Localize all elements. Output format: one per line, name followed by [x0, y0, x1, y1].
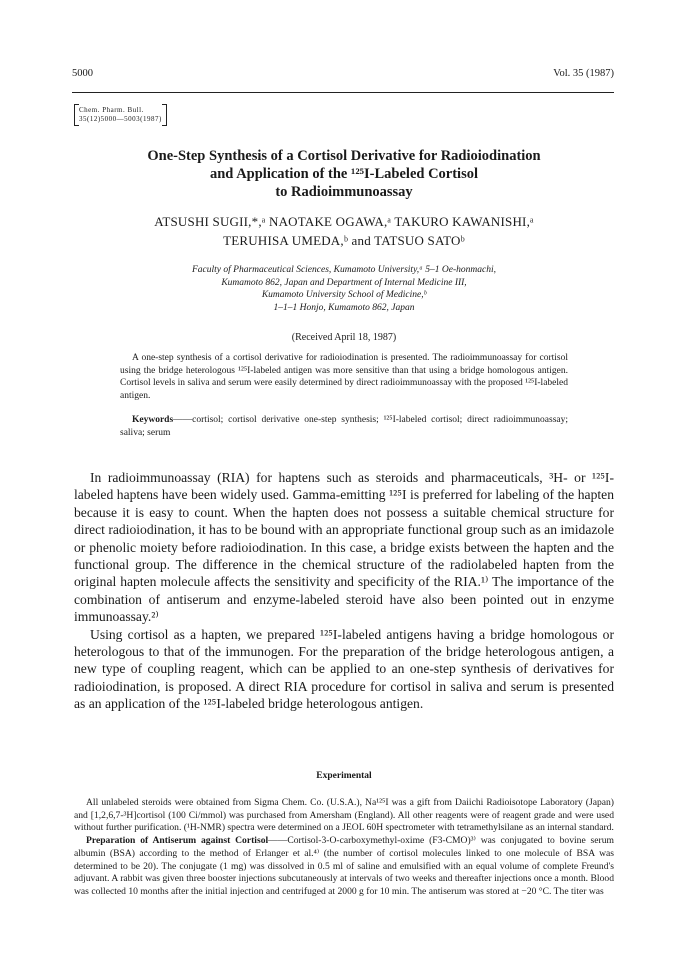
received-date: (Received April 18, 1987) — [291, 332, 397, 343]
paper-title — [100, 147, 588, 201]
page-number: 5000 — [72, 68, 93, 79]
keywords — [120, 414, 568, 439]
citation-journal: Chem. Pharm. Bull. — [79, 106, 144, 114]
journal-citation — [74, 104, 167, 126]
keywords-label: Keywords — [132, 415, 174, 425]
experimental-paragraph-1: All unlabeled steroids were obtained from Sigma Chem. Co. (U.S.A.), Na¹²⁵I was a gift from Daiichi Radioisotope Laboratory (Japan) and [1,2,6,7-³H]cortisol (100 Ci/mmol) was purchased from Amersham (England). All other reagents were of reagent grade and were used without further purification. (¹H-NMR) spectra were determined on a JEOL 60H spectrometer with tetramethylsilane as an internal standard. — [74, 797, 614, 834]
intro-paragraph-2: Using cortisol as a hapten, we prepared ¹²⁵I-labeled antigens having a bridge homologous or heterologous to that of the immunogen. For the preparation of the bridge heterologous antigen, a new type of coupling reagent, which can be applied to an one-step synthesis of derivatives for radioiodination, is proposed. A direct RIA procedure for cortisol in saliva and serum is presented as an application of the ¹²⁵I-labeled bridge heterologous antigen. — [74, 626, 614, 712]
affiliation-line-3: Kumamoto University School of Medicine,ᵇ — [261, 290, 427, 300]
introduction — [74, 469, 614, 713]
intro-paragraph-1: In radioimmunoassay (RIA) for haptens such as steroids and pharmaceuticals, ³H- or ¹²⁵I-labeled haptens have been widely used. Gamma-emitting ¹²⁵I is preferred for labeling of the hapten because it is easy to count. When the hapten does not possess a suitable chemical structure for direct radioiodination, it has to be bound with an appropriate functional group such as an imidazole or phenolic moiety before radioiodination. In this case, a bridge exists between the hapten and the functional group. The difference in the chemical structure of the radiolabeled hapten from the original hapten molecule affects the sensitivity and specificity of the RIA.¹⁾ The importance of the combination of antiserum and enzyme-labeled steroid have also been pointed out in enzyme immunoassay.²⁾ — [74, 470, 614, 625]
authors-line-1: ATSUSHI SUGII,*,ᵃ NAOTAKE OGAWA,ᵃ TAKURO KAWANISHI,ᵃ — [154, 214, 534, 229]
authors-line-2: TERUHISA UMEDA,ᵇ and TATSUO SATOᵇ — [223, 233, 465, 248]
running-header — [72, 64, 614, 93]
affiliation-line-1: Faculty of Pharmaceutical Sciences, Kumamoto University,ᵃ 5–1 Oe-honmachi, — [191, 265, 497, 275]
section-heading-experimental: Experimental — [316, 771, 372, 781]
experimental-paragraph-2 — [74, 835, 614, 899]
title-line-1: One-Step Synthesis of a Cortisol Derivative for Radioiodination — [147, 148, 541, 164]
title-line-3: to Radioimmunoassay — [275, 184, 413, 200]
affiliation-line-4: 1–1–1 Honjo, Kumamoto 862, Japan — [273, 302, 415, 313]
experimental-paragraph-2-text: ——Cortisol-3-O-carboxymethyl-oxime (F3-CMO)³⁾ was conjugated to bovine serum albumin (BSA) according to the method of Erlanger et al.⁴⁾ (the number of cortisol molecules linked to one molecule of BSA was determined to be 20). The conjugate (1 mg) was dissolved in 0.5 ml of saline and emulsified with an equal volume of complete Freund's adjuvant. A rabbit was given three booster injections subcutaneously at intervals of two weeks and thereafter injections once a month. Blood was collected 10 months after the initial injection and centrifuged at 2000 g for 10 min. The antiserum was stored at −20 °C. The titer was — [74, 835, 614, 897]
run-in-heading: Preparation of Antiserum against Cortisol — [86, 835, 269, 847]
abstract — [120, 352, 568, 402]
affiliations — [120, 264, 568, 314]
citation-pages: 35(12)5000—5003(1987) — [79, 115, 162, 123]
abstract-text: A one-step synthesis of a cortisol derivative for radioiodination is presented. The radioimmunoassay for cortisol using the bridge heterologous ¹²⁵I-labeled antigen was more sensitive than that using a bridge homologous antigen. Cortisol levels in saliva and serum were easily determined by direct radioimmunoassay with the proposed ¹²⁵I-labeled antigen. — [120, 353, 568, 401]
volume-label: Vol. 35 (1987) — [553, 68, 614, 79]
experimental-section — [74, 797, 614, 899]
title-line-2: and Application of the ¹²⁵I-Labeled Cortisol — [209, 166, 479, 182]
author-list — [90, 212, 598, 250]
keywords-text: ——cortisol; cortisol derivative one-step synthesis; ¹²⁵I-labeled cortisol; direct radioimmunoassay; saliva; serum — [120, 415, 568, 438]
affiliation-line-2: Kumamoto 862, Japan and Department of Internal Medicine III, — [221, 277, 467, 288]
